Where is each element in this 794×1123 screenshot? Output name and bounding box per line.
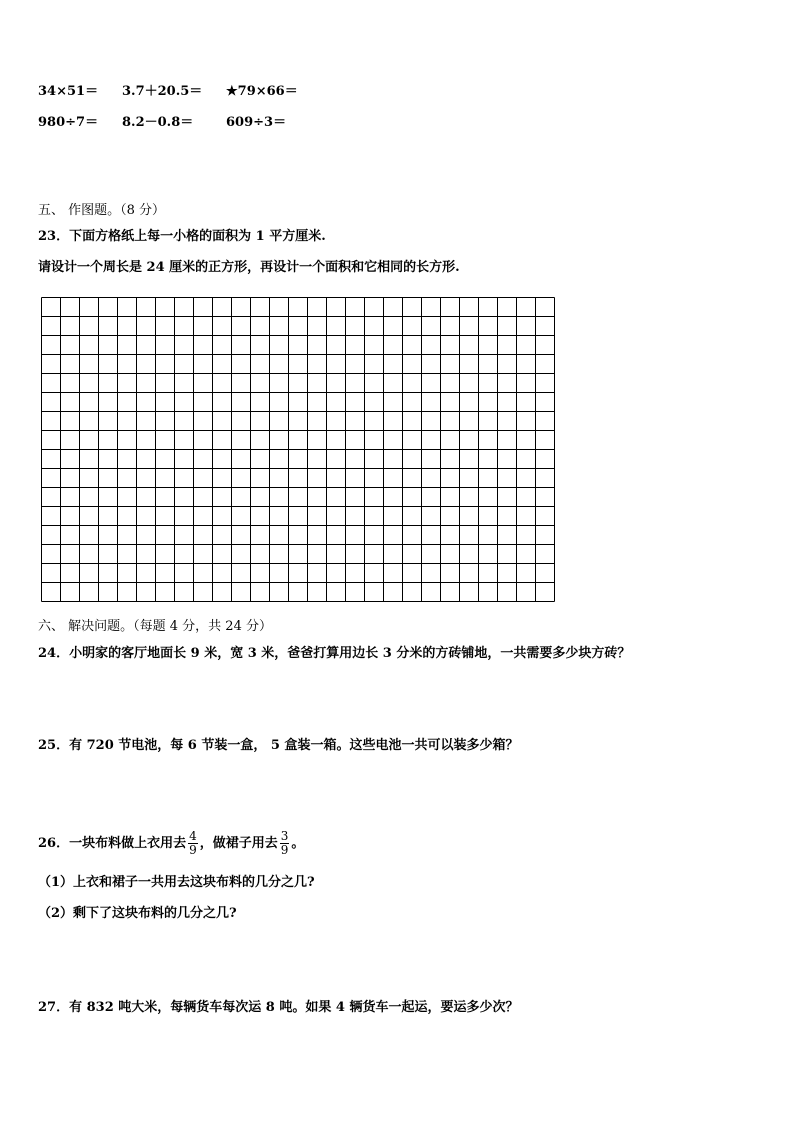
question-26-sub-1: （1）上衣和裙子一共用去这块布料的几分之几? — [38, 875, 315, 890]
question-24: 24．小明家的客厅地面长 9 米，宽 3 米，爸爸打算用边长 3 分米的方砖铺地，一共需要多少块方砖？ — [38, 646, 631, 661]
section-6-heading: 六、 解决问题。（每题 4 分，共 24 分） — [38, 619, 272, 634]
section-5-heading: 五、 作图题。（8 分） — [38, 203, 166, 218]
calc-row-2 — [0, 115, 794, 131]
fraction-numerator: 3 — [280, 829, 289, 843]
question-23-line-1: 23．下面方格纸上每一小格的面积为 1 平方厘米. — [38, 229, 326, 244]
calc-row-1 — [0, 84, 794, 100]
calc-item: ★79×66＝ — [226, 84, 298, 99]
calc-item: 980÷7＝ — [38, 115, 99, 130]
square-grid-paper[interactable] — [41, 297, 556, 605]
fraction-four-ninths — [188, 830, 198, 857]
calc-item: 34×51＝ — [38, 84, 99, 99]
question-26-middle: ，做裙子用去 — [199, 836, 278, 851]
question-26-suffix: 。 — [291, 836, 305, 851]
fraction-denominator: 9 — [189, 843, 197, 857]
question-26-prefix: 26．一块布料做上衣用去 — [38, 836, 187, 851]
fraction-denominator: 9 — [280, 843, 289, 857]
question-25: 25．有 720 节电池，每 6 节装一盒， 5 盒装一箱。这些电池一共可以装多少箱？ — [38, 738, 519, 753]
fraction-numerator: 4 — [189, 829, 197, 843]
question-26 — [38, 826, 304, 862]
calc-item: 8.2－0.8＝ — [122, 115, 194, 130]
fraction-three-ninths — [280, 830, 290, 857]
question-23-line-2: 请设计一个周长是 24 厘米的正方形，再设计一个面积和它相同的长方形. — [38, 260, 460, 275]
calc-item: 3.7＋20.5＝ — [122, 84, 203, 99]
question-27: 27．有 832 吨大米，每辆货车每次运 8 吨。如果 4 辆货车一起运，要运多少次？ — [38, 1000, 519, 1015]
question-26-sub-2: （2）剩下了这块布料的几分之几? — [38, 906, 237, 921]
calc-item: 609÷3＝ — [226, 115, 287, 130]
